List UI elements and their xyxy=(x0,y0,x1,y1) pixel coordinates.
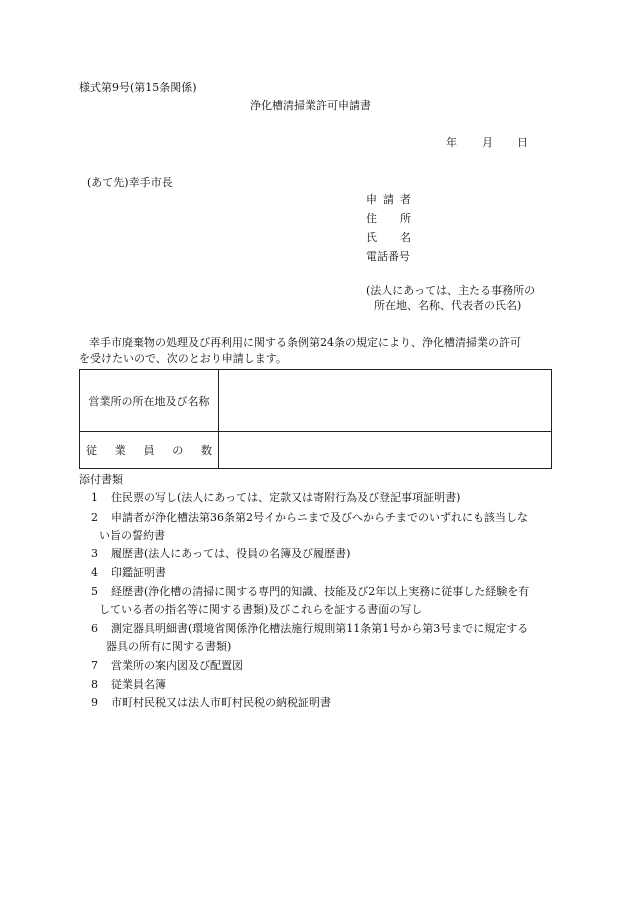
char: 申 xyxy=(366,193,377,206)
body-line-2: を受けたいので、次のとおり申請します。 xyxy=(79,352,287,365)
char: 従 xyxy=(86,444,97,457)
applicant-note-line2: 所在地、名称、代表者の氏名) xyxy=(374,299,522,312)
body-line-1: 幸手市廃棄物の処理及び再利用に関する条例第24条の規定により、浄化槽清掃業の許可 xyxy=(89,336,521,349)
char: 者 xyxy=(400,193,411,206)
employees-row xyxy=(80,432,552,469)
char: 数 xyxy=(201,444,212,457)
applicant-phone-label: 電話番号 xyxy=(366,250,410,263)
item-text: い旨の誓約書 xyxy=(99,529,165,542)
item-text: 市町村民税又は法人市町村民税の納税証明書 xyxy=(111,696,331,709)
applicant-note-line1: (法人にあっては、主たる事務所の xyxy=(366,284,536,297)
applicant-address-label xyxy=(366,212,412,226)
item-text: 申請者が浄化槽法第36条第2号イからニまで及びへからチまでのいずれにも該当しな xyxy=(111,511,528,524)
application-table xyxy=(79,369,552,469)
date-month: 月 xyxy=(482,136,493,149)
char: 員 xyxy=(143,444,155,457)
char: 名 xyxy=(400,231,411,244)
item-number: 1 xyxy=(91,491,98,504)
applicant-name-label xyxy=(366,231,412,245)
item-text: 営業所の案内図及び配置図 xyxy=(111,659,243,672)
item-number: 4 xyxy=(91,566,98,579)
item-number: 8 xyxy=(91,678,98,691)
char: 所 xyxy=(400,212,411,225)
item-number: 2 xyxy=(91,511,98,524)
char: 業 xyxy=(114,444,126,457)
char: の xyxy=(172,444,184,457)
document-title: 浄化槽清掃業許可申請書 xyxy=(250,99,371,112)
item-text: 測定器具明細書(環境省関係浄化槽法施行規則第11条第1号から第3号までに規定する xyxy=(111,622,529,635)
attachments-heading: 添付書類 xyxy=(79,473,123,486)
item-text: 履歴書(法人にあっては、役員の名簿及び履歴書) xyxy=(111,547,351,560)
item-text: 印鑑証明書 xyxy=(111,566,166,579)
item-text: している者の指名等に関する書類)及びこれらを証する書面の写し xyxy=(99,603,423,616)
item-number: 9 xyxy=(91,696,98,709)
employees-label xyxy=(80,432,219,469)
item-number: 3 xyxy=(91,547,98,560)
char: 氏 xyxy=(366,231,377,244)
addressee: (あて先)幸手市長 xyxy=(87,176,173,189)
office-label: 営業所の所在地及び名称 xyxy=(80,370,219,432)
char: 請 xyxy=(383,193,394,206)
date-day: 日 xyxy=(517,136,528,149)
date-year: 年 xyxy=(446,136,457,149)
item-number: 7 xyxy=(91,659,98,672)
applicant-heading xyxy=(366,193,412,207)
employees-value-cell[interactable] xyxy=(219,432,552,469)
char: 住 xyxy=(366,212,377,225)
office-row xyxy=(80,370,552,432)
form-number: 様式第9号(第15条関係) xyxy=(79,81,197,94)
item-number: 6 xyxy=(91,622,98,635)
item-number: 5 xyxy=(91,585,98,598)
item-text: 住民票の写し(法人にあっては、定款又は寄附行為及び登記事項証明書) xyxy=(111,491,461,504)
office-value-cell[interactable] xyxy=(219,370,552,432)
item-text: 経歴書(浄化槽の清掃に関する専門的知識、技能及び2年以上実務に従事した経験を有 xyxy=(111,585,530,598)
item-text: 器具の所有に関する書類) xyxy=(106,640,232,653)
item-text: 従業員名簿 xyxy=(111,678,166,691)
